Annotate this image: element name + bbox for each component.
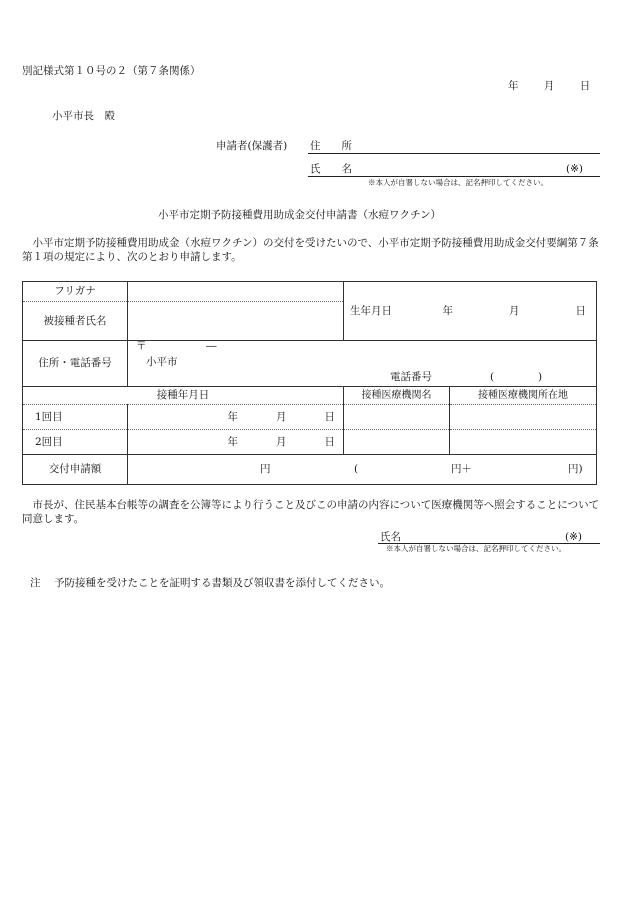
dose-1-month: 月 — [276, 410, 287, 423]
date-line — [508, 79, 590, 93]
application-table — [22, 281, 597, 485]
form-number: 別記様式第１０号の２（第７条関係） — [22, 65, 201, 77]
consent-paragraph: 市長が、住民基本台帳等の調査を公簿等により行うこと及びこの申請の内容について医療機関等へ照会することについて同意します。 — [22, 499, 600, 526]
consent-seal-note: ※本人が自署しない場合は、記名押印してください。 — [386, 544, 566, 553]
dose-1-institution-location[interactable] — [450, 405, 597, 430]
birth-year: 年 — [442, 304, 453, 317]
institution-location-header: 接種医療機関所在地 — [450, 387, 597, 405]
page-title: 小平市定期予防接種費用助成金交付申請書（水痘ワクチン） — [158, 209, 441, 221]
dose-1-day: 日 — [324, 410, 335, 423]
addressee: 小平市長 殿 — [52, 110, 115, 122]
amount-yen: 円 — [260, 463, 271, 475]
furigana-field[interactable] — [128, 282, 344, 302]
address-phone-label: 住所・電話番号 — [23, 341, 128, 387]
dose-2-month: 月 — [276, 435, 287, 448]
applicant-name-line — [308, 176, 600, 177]
applicant-address-line — [308, 153, 600, 154]
furigana-label: フリガナ — [23, 282, 128, 302]
birthdate-label: 生年月日 — [350, 304, 392, 317]
amount-label: 交付申請額 — [23, 455, 128, 485]
dose-2-label: 2回目 — [23, 430, 128, 455]
patient-name-field[interactable] — [128, 302, 344, 341]
phone-paren-open: ( — [490, 371, 495, 383]
intro-paragraph: 小平市定期予防接種費用助成金（水痘ワクチン）の交付を受けたいので、小平市定期予防接種費用助成金交付要綱第７条第１項の規定により、次のとおり申請します。 — [22, 237, 599, 264]
applicant-role-label: 申請者(保護者) — [216, 140, 288, 152]
dose-2-institution-location[interactable] — [450, 430, 597, 455]
applicant-seal-note: ※本人が自署しない場合は、記名押印してください。 — [368, 178, 548, 187]
amount-cell[interactable] — [128, 455, 597, 485]
postal-dash: ― — [206, 340, 217, 352]
phone-paren-close: ) — [538, 371, 543, 383]
amount-yen-plus: 円＋ — [451, 463, 472, 475]
phone-label: 電話番号 — [390, 371, 432, 383]
date-day: 日 — [579, 80, 591, 92]
amount-yen-close: 円) — [568, 463, 583, 475]
dose-1-label: 1回目 — [23, 405, 128, 430]
dose-1-institution[interactable] — [344, 405, 450, 430]
vacc-date-header: 接種年月日 — [23, 387, 344, 405]
dose-2-date[interactable] — [128, 430, 344, 455]
date-year: 年 — [508, 80, 519, 92]
dose-2-institution[interactable] — [344, 430, 450, 455]
dose-1-year: 年 — [227, 410, 238, 423]
date-month: 月 — [543, 80, 555, 92]
note-text: 予防接種を受けたことを証明する書類及び領収書を添付してください。 — [54, 577, 390, 589]
postal-mark: 〒 — [136, 340, 147, 352]
dose-1-date[interactable] — [128, 405, 344, 430]
consent-name-label[interactable]: 氏名 — [380, 531, 401, 543]
consent-seal-mark: (※) — [565, 531, 582, 543]
birth-month: 月 — [509, 304, 520, 317]
city: 小平市 — [146, 356, 178, 368]
dose-2-year: 年 — [227, 435, 238, 448]
patient-name-label: 被接種者氏名 — [23, 302, 128, 341]
applicant-name-label[interactable]: 氏 名 — [310, 163, 352, 175]
birthdate-cell[interactable] — [344, 282, 597, 341]
applicant-seal-mark: (※) — [566, 163, 583, 175]
dose-2-day: 日 — [324, 435, 335, 448]
institution-header: 接種医療機関名 — [344, 387, 450, 405]
address-phone-cell[interactable] — [128, 341, 597, 387]
note-label: 注 — [30, 577, 41, 589]
amount-paren-open: ( — [354, 463, 359, 475]
birth-day: 日 — [575, 304, 586, 317]
applicant-address-label[interactable]: 住 所 — [310, 140, 352, 152]
